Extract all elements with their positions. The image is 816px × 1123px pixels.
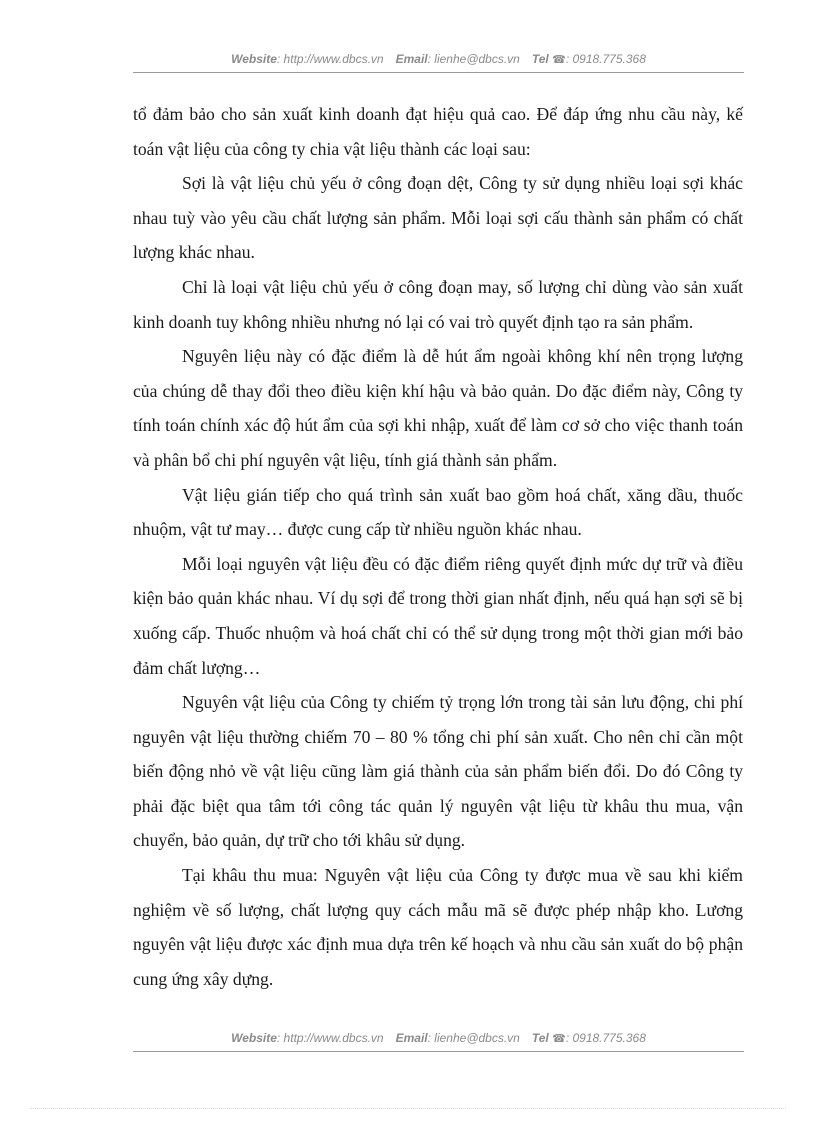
tel-value: : 0918.775.368 — [565, 1031, 646, 1045]
email-value: : lienhe@dbcs.vn — [427, 52, 520, 66]
tel-value: : 0918.775.368 — [565, 52, 646, 66]
tel-label: Tel — [531, 52, 549, 66]
paragraph-3: Chỉ là loại vật liệu chủ yếu ở công đoạn may, số lượng chỉ dùng vào sản xuất kinh doanh tuy không nhiều nhưng nó lại có vai trò quyết định tạo ra sản phẩm. — [133, 276, 743, 332]
page-header — [133, 52, 744, 73]
tel-label: Tel — [531, 1031, 549, 1045]
telephone-icon: ☎ — [552, 1033, 566, 1045]
email-label: Email — [395, 1031, 428, 1045]
telephone-icon: ☎ — [552, 54, 566, 66]
page-footer — [133, 1031, 744, 1052]
document-body — [133, 97, 743, 996]
email-label: Email — [395, 52, 428, 66]
paragraph-7: Nguyên vật liệu của Công ty chiếm tỷ trọng lớn trong tài sản lưu động, chi phí nguyên vật liệu thường chiếm 70 – 80 % tổng chi phí sản xuất. Cho nên chỉ cần một biến động nhỏ về vật liệu cũng làm giá thành của sản phẩm biến đổi. Do đó Công ty phải đặc biệt qua tâm tới công tác quản lý nguyên vật liệu từ khâu thu mua, vận chuyển, bảo quản, dự trữ cho tới khâu sử dụng. — [133, 692, 743, 851]
paragraph-2: Sợi là vật liệu chủ yếu ở công đoạn dệt, Công ty sử dụng nhiều loại sợi khác nhau tuỳ vào yêu cầu chất lượng sản phẩm. Mỗi loại sợi cấu thành sản phẩm có chất lượng khác nhau. — [133, 173, 743, 263]
email-value: : lienhe@dbcs.vn — [427, 1031, 520, 1045]
website-value: : http://www.dbcs.vn — [276, 52, 384, 66]
website-label: Website — [231, 1031, 277, 1045]
paragraph-5: Vật liệu gián tiếp cho quá trình sản xuất bao gồm hoá chất, xăng dầu, thuốc nhuộm, vật tư may… được cung cấp từ nhiều nguồn khác nhau. — [133, 484, 743, 540]
paragraph-4: Nguyên liệu này có đặc điểm là dễ hút ẩm ngoài không khí nên trọng lượng của chúng dễ thay đổi theo điều kiện khí hậu và bảo quản. Do đặc điểm này, Công ty tính toán chính xác độ hút ẩm của sợi khi nhập, xuất để làm cơ sở cho việc thanh toán và phân bổ chi phí nguyên vật liệu, tính giá thành sản phẩm. — [133, 346, 743, 470]
paragraph-6: Mỗi loại nguyên vật liệu đều có đặc điểm riêng quyết định mức dự trữ và điều kiện bảo quản khác nhau. Ví dụ sợi để trong thời gian nhất định, nếu quá hạn sợi sẽ bị xuống cấp. Thuốc nhuộm và hoá chất chỉ có thể sử dụng trong một thời gian mới bảo đảm chất lượng… — [133, 553, 743, 678]
paragraph-1: tổ đảm bảo cho sản xuất kinh doanh đạt hiệu quả cao. Để đáp ứng nhu cầu này, kế toán vật liệu của công ty chia vật liệu thành các loại sau: — [133, 104, 743, 159]
website-value: : http://www.dbcs.vn — [276, 1031, 384, 1045]
page-edge-divider — [30, 1108, 786, 1109]
website-label: Website — [231, 52, 277, 66]
paragraph-8: Tại khâu thu mua: Nguyên vật liệu của Công ty được mua về sau khi kiểm nghiệm về số lượng, chất lượng quy cách mẫu mã sẽ được phép nhập kho. Lương nguyên vật liệu được xác định mua dựa trên kế hoạch và nhu cầu sản xuất do bộ phận cung ứng xây dựng. — [133, 865, 743, 989]
